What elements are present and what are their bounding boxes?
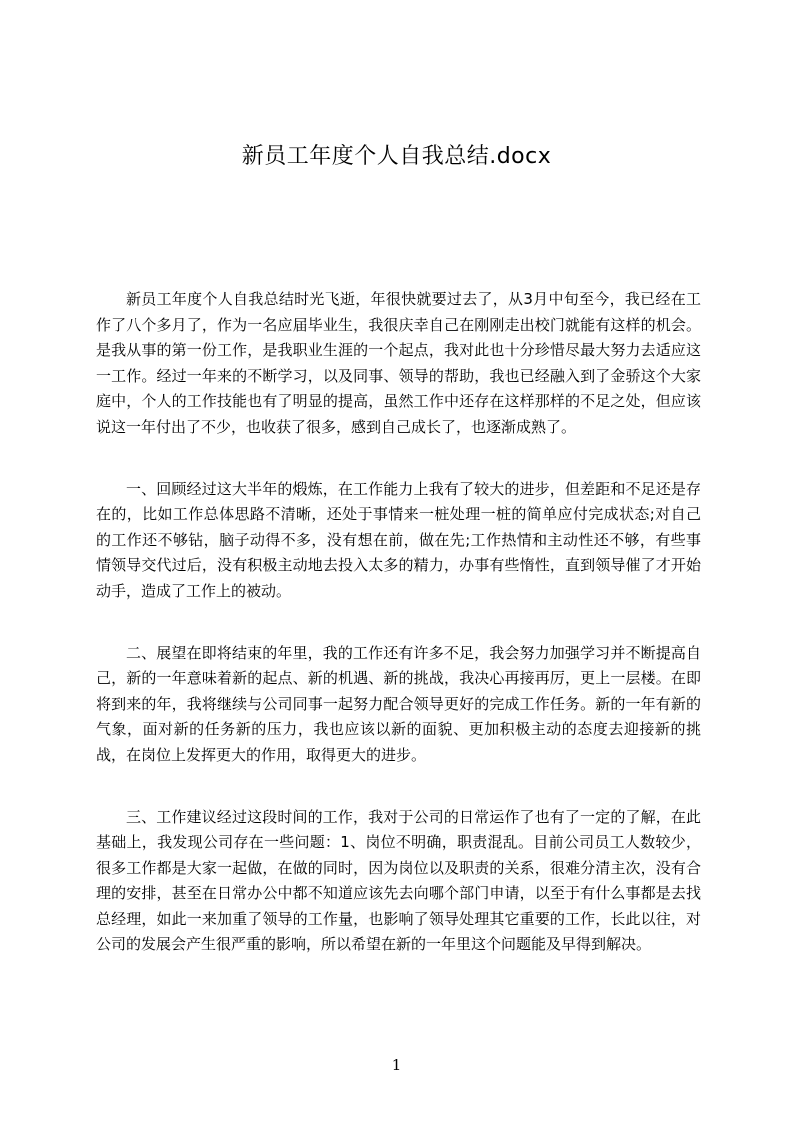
paragraph-intro: 新员工年度个人自我总结时光飞逝，年很快就要过去了，从3月中旬至今，我已经在工作了八个多月了，作为一名应届毕业生，我很庆幸自己在刚刚走出校门就能有这样的机会。是我从事的第一份工作，是我职业生涯的一个起点，我对此也十分珍惜尽最大努力去适应这一工作。经过一年来的不断学习，以及同事、领导的帮助，我也已经融入到了金骄这个大家庭中，个人的工作技能也有了明显的提高，虽然工作中还存在这样那样的不足之处，但应该说这一年付出了不少，也收获了很多，感到自己成长了，也逐渐成熟了。	[96, 290, 701, 436]
paragraph-outlook: 二、展望在即将结束的年里，我的工作还有许多不足，我会努力加强学习并不断提高自己，新的一年意味着新的起点、新的机遇、新的挑战，我决心再接再厉，更上一层楼。在即将到来的年，我将继续与公司同事一起努力配合领导更好的完成工作任务。新的一年有新的气象，面对新的任务新的压力，我也应该以新的面貌、更加积极主动的态度去迎接新的挑战，在岗位上发挥更大的作用，取得更大的进步。	[96, 643, 701, 764]
paragraph-suggestions: 三、工作建议经过这段时间的工作，我对于公司的日常运作了也有了一定的了解，在此基础上，我发现公司存在一些问题：1、岗位不明确，职责混乱。目前公司员工人数较少，很多工作都是大家一起做，在做的同时，因为岗位以及职责的关系，很难分清主次，没有合理的安排，甚至在日常办公中都不知道应该先去向哪个部门申请，以至于有什么事都是去找总经理，如此一来加重了领导的工作量，也影响了领导处理其它重要的工作，长此以往，对公司的发展会产生很严重的影响，所以希望在新的一年里这个问题能及早得到解决。	[96, 807, 701, 954]
document-body	[96, 287, 701, 994]
document-title: 新员工年度个人自我总结.docx	[241, 144, 552, 169]
paragraph-review: 一、回顾经过这大半年的煅炼，在工作能力上我有了较大的进步，但差距和不足还是存在的，比如工作总体思路不清晰，还处于事情来一桩处理一桩的简单应付完成状态;对自己的工作还不够钻，脑子动得不多，没有想在前，做在先;工作热情和主动性还不够，有些事情领导交代过后，没有积极主动地去投入太多的精力，办事有些惰性，直到领导催了才开始动手，造成了工作上的被动。	[96, 479, 701, 600]
page-number: 1	[391, 1056, 402, 1074]
